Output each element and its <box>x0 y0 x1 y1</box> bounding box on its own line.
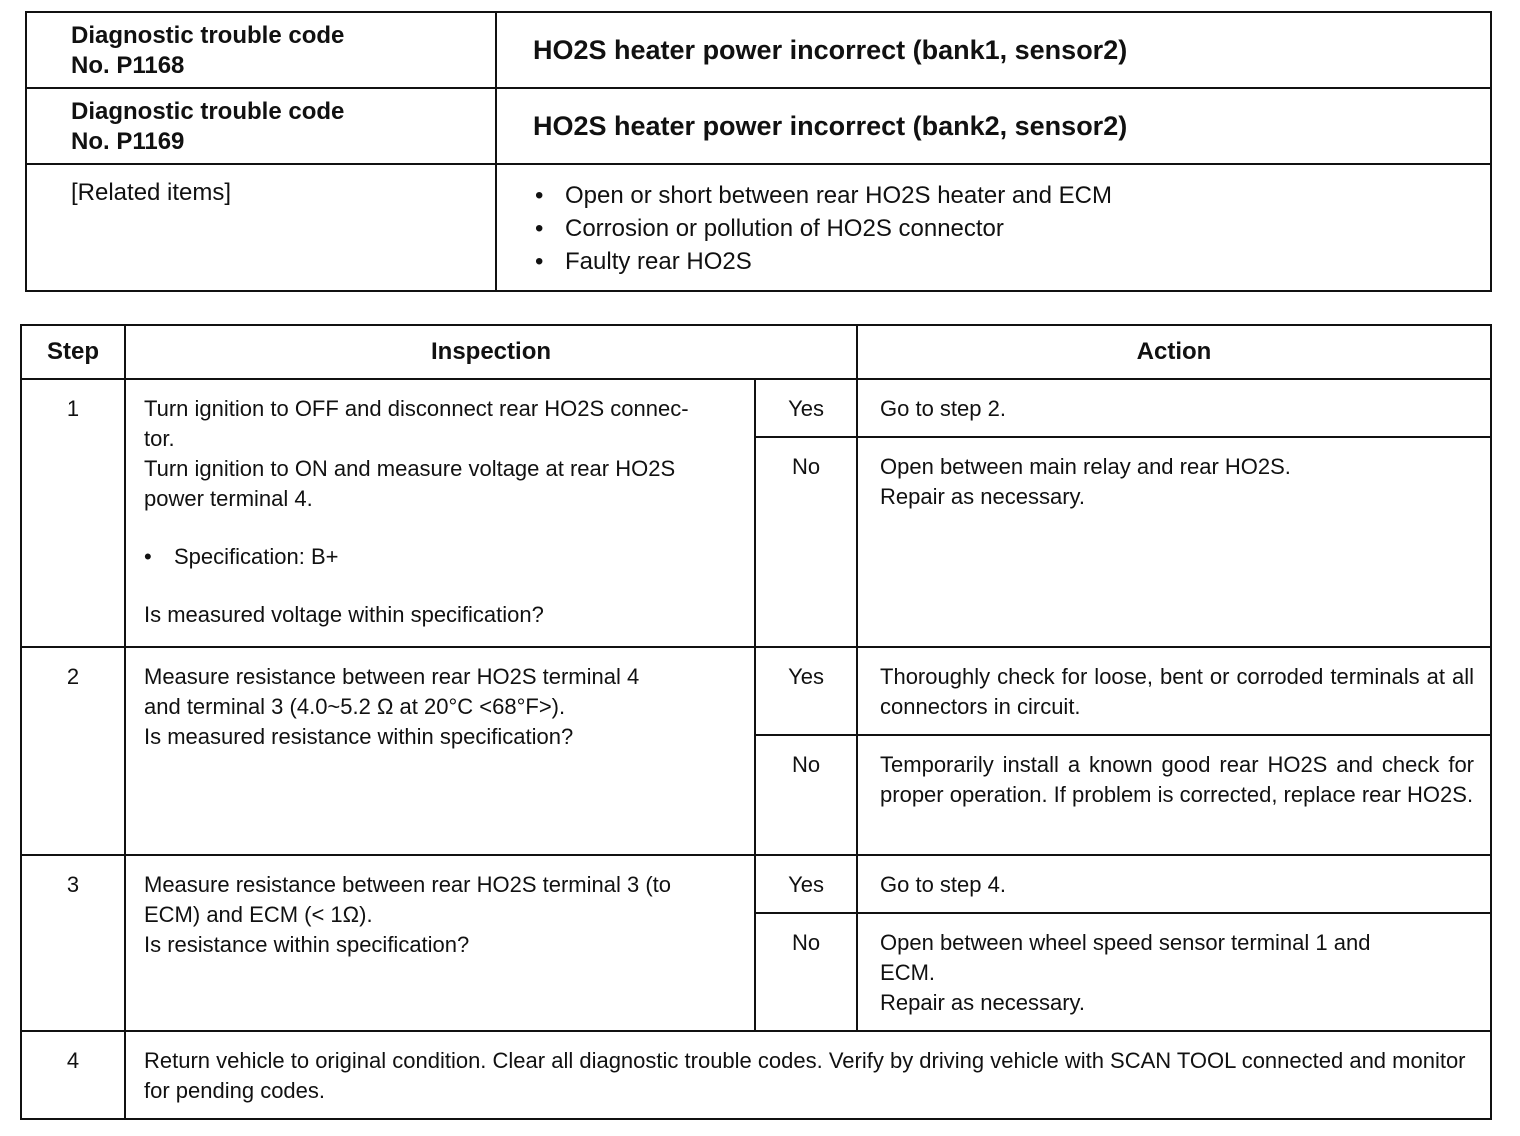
bullet-icon: • <box>535 248 544 275</box>
step-number: 2 <box>21 647 125 855</box>
related-item-text: Corrosion or pollution of HO2S connector <box>565 215 1004 242</box>
inspection-line: Measure resistance between rear HO2S terminal 4 <box>144 664 640 689</box>
dtc-row-p1168 <box>26 12 1491 88</box>
inspection-column-header: Inspection <box>125 325 857 379</box>
step-number: 1 <box>21 379 125 647</box>
step-inspection <box>125 855 755 1031</box>
inspection-line: Turn ignition to OFF and disconnect rear HO2S connec- <box>144 396 689 421</box>
step-2-yes-row <box>21 647 1491 735</box>
bullet-icon: • <box>535 215 544 242</box>
yes-label: Yes <box>755 379 857 437</box>
no-action <box>857 913 1491 1031</box>
step-column-header: Step <box>21 325 125 379</box>
step-4-action: Return vehicle to original condition. Clear all diagnostic trouble codes. Verify by driving vehicle with SCAN TOOL connected and monitor for pending codes. <box>125 1031 1491 1119</box>
step-1-yes-row <box>21 379 1491 437</box>
dtc-label-line1: Diagnostic trouble code <box>71 98 345 125</box>
related-items-list <box>533 179 1476 278</box>
step-inspection <box>125 379 755 647</box>
related-items-label: [Related items] <box>26 164 496 291</box>
step-number: 4 <box>21 1031 125 1119</box>
related-item <box>533 212 1476 245</box>
bullet-icon: • <box>144 544 152 569</box>
inspection-line: Is resistance within specification? <box>144 932 470 957</box>
related-item-text: Open or short between rear HO2S heater and ECM <box>565 182 1112 209</box>
step-3-yes-row <box>21 855 1491 913</box>
specification-text: Specification: B+ <box>174 544 339 569</box>
no-action <box>857 437 1491 647</box>
dtc-label-line2: No. P1169 <box>71 128 185 155</box>
step-inspection <box>125 647 755 855</box>
inspection-line: power terminal 4. <box>144 486 313 511</box>
steps-header-row <box>21 325 1491 379</box>
action-line: Repair as necessary. <box>880 990 1086 1015</box>
no-label: No <box>755 913 857 1031</box>
dtc-code-label <box>26 88 496 164</box>
yes-action: Go to step 2. <box>857 379 1491 437</box>
action-line: ECM. <box>880 960 936 985</box>
dtc-label-line1: Diagnostic trouble code <box>71 22 345 49</box>
step-4-row <box>21 1031 1491 1119</box>
step-number: 3 <box>21 855 125 1031</box>
related-item-text: Faulty rear HO2S <box>565 248 752 275</box>
action-column-header: Action <box>857 325 1491 379</box>
no-action: Temporarily install a known good rear HO2S and check for proper operation. If problem is corrected, replace rear HO2S. <box>857 735 1491 855</box>
action-line: Repair as necessary. <box>880 484 1086 509</box>
dtc-description: HO2S heater power incorrect (bank1, sensor2) <box>496 12 1491 88</box>
dtc-code-label <box>26 12 496 88</box>
action-line: Open between main relay and rear HO2S. <box>880 454 1291 479</box>
dtc-row-p1169 <box>26 88 1491 164</box>
related-items-row <box>26 164 1491 291</box>
dtc-header-table <box>25 11 1492 292</box>
diagnostic-steps-table <box>20 324 1492 1120</box>
yes-action: Thoroughly check for loose, bent or corroded terminals at all connectors in circuit. <box>857 647 1491 735</box>
inspection-line: Measure resistance between rear HO2S terminal 3 (to <box>144 872 672 897</box>
inspection-question: Is measured voltage within specification? <box>144 602 544 627</box>
inspection-line: ECM) and ECM (< 1Ω). <box>144 902 373 927</box>
no-label: No <box>755 735 857 855</box>
specification <box>144 542 740 572</box>
inspection-line: Is measured resistance within specification? <box>144 724 574 749</box>
inspection-line: Turn ignition to ON and measure voltage at rear HO2S <box>144 456 676 481</box>
no-label: No <box>755 437 857 647</box>
yes-action: Go to step 4. <box>857 855 1491 913</box>
related-item <box>533 245 1476 278</box>
inspection-line: and terminal 3 (4.0~5.2 Ω at 20°C <68°F>). <box>144 694 566 719</box>
related-items-cell <box>496 164 1491 291</box>
related-item <box>533 179 1476 212</box>
inspection-line: tor. <box>144 426 175 451</box>
dtc-label-line2: No. P1168 <box>71 52 185 79</box>
dtc-description: HO2S heater power incorrect (bank2, sensor2) <box>496 88 1491 164</box>
bullet-icon: • <box>535 182 544 209</box>
action-line: Open between wheel speed sensor terminal 1 and <box>880 930 1371 955</box>
yes-label: Yes <box>755 647 857 735</box>
yes-label: Yes <box>755 855 857 913</box>
